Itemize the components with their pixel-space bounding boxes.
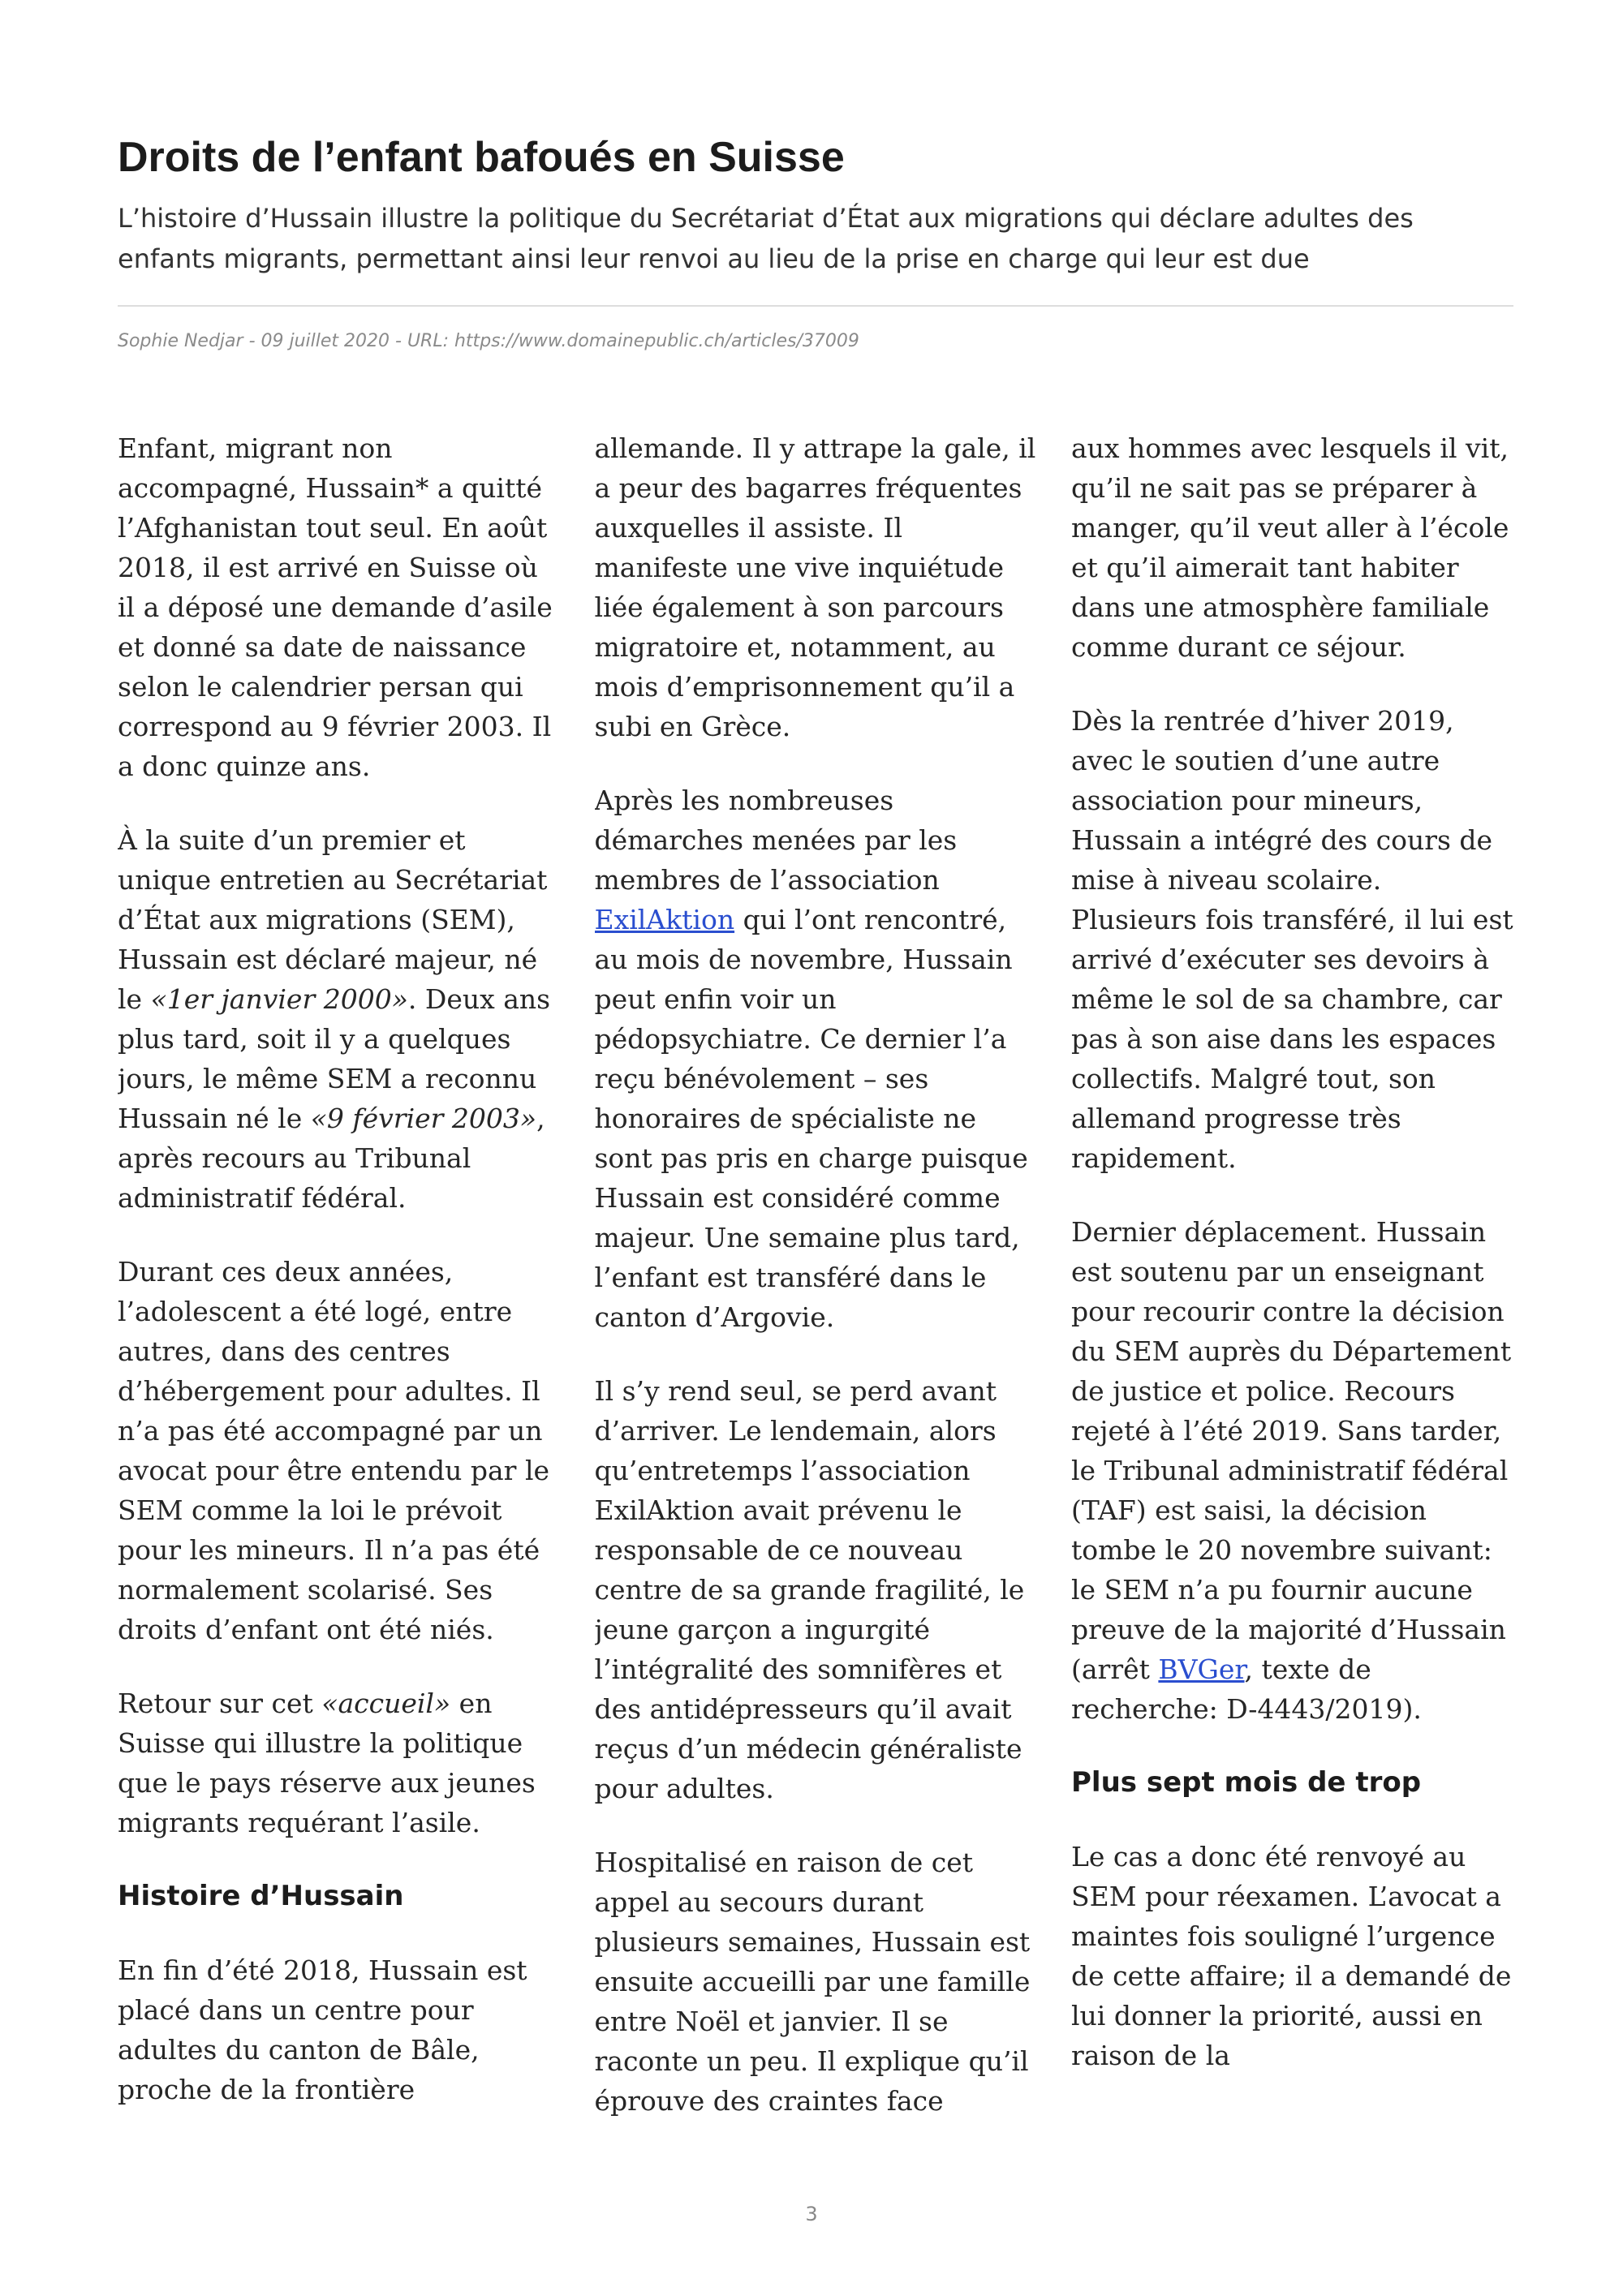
header-divider bbox=[118, 305, 1513, 307]
bvger-link[interactable]: BVGer bbox=[1158, 1653, 1245, 1685]
quoted-date: «9 février 2003» bbox=[310, 1103, 537, 1134]
article-header bbox=[118, 130, 1513, 354]
paragraph: Dès la rentrée d’hiver 2019, avec le soutien d’une autre association pour mineurs, Hussain a intégré des cours de mise à niveau scolaire. Plusieurs fois transféré, il lui est arrivé d’exécuter ses devoirs à même le sol de sa chambre, car pas à son aise dans les espaces collectifs. Malgré tout, son allemand progresse très rapidement. bbox=[1071, 705, 1513, 1174]
paragraph: En fin d’été 2018, Hussain est placé dans un centre pour adultes du canton de Bâle, proche de la frontière bbox=[118, 1954, 527, 2105]
section-heading: Histoire d’Hussain bbox=[118, 1880, 404, 1912]
section-heading: Plus sept mois de trop bbox=[1071, 1766, 1422, 1799]
text-run: . Deux ans plus tard, soit il y a quelques jours, le même SEM a reconnu Hussain né le bbox=[118, 983, 551, 1134]
column-1 bbox=[118, 428, 560, 2165]
page-number: 3 bbox=[805, 2203, 818, 2225]
text-run: , après recours au Tribunal administratif fédéral. bbox=[118, 1103, 545, 1214]
paragraph: Durant ces deux années, l’adolescent a été logé, entre autres, dans des centres d’hébergement pour adultes. Il n’a pas été accompagné par un avocat pour être entendu par le SEM comme la loi le prévoit pour les mineurs. Il n’a pas été normalement scolarisé. Ses droits d’enfant ont été niés. bbox=[118, 1256, 550, 1645]
paragraph: Il s’y rend seul, se perd avant d’arriver. Le lendemain, alors qu’entretemps l’association ExilAktion avait prévenu le responsable de ce nouveau centre de sa grande fragilité, le jeune garçon a ingurgité l’intégralité des somnifères et des antidépresseurs qu’il avait reçus d’un médecin généraliste pour adultes. bbox=[594, 1375, 1025, 1804]
text-run: Dernier déplacement. Hussain est soutenu par un enseignant pour recourir contre la décision du SEM auprès du Département de justice et police. Recours rejeté à l’été 2019. Sans tarder, le Tribunal administratif fédéral (TAF) est saisi, la décision tombe le 20 novembre suivant: le SEM n’a pu fournir aucune preuve de la majorité d’Hussain (arrêt bbox=[1071, 1216, 1512, 1685]
paragraph: Enfant, migrant non accompagné, Hussain* a quitté l’Afghanistan tout seul. En août 2018, il est arrivé en Suisse où il a déposé une demande d’asile et donné sa date de naissance selon le calendrier persan qui correspond au 9 février 2003. Il a donc quinze ans. bbox=[118, 432, 553, 782]
article-body bbox=[118, 428, 1513, 2165]
exilaktion-link[interactable]: ExilAktion bbox=[594, 904, 735, 935]
quoted-date: «1er janvier 2000» bbox=[150, 983, 408, 1015]
article-title: Droits de l’enfant bafoués en Suisse bbox=[118, 134, 845, 181]
text-run: Retour sur cet bbox=[118, 1688, 322, 1719]
column-3 bbox=[1071, 428, 1513, 2165]
paragraph: Hospitalisé en raison de cet appel au secours durant plusieurs semaines, Hussain est ensuite accueilli par une famille entre Noël et janvier. Il se raconte un peu. Il explique qu’il éprouve des craintes face bbox=[594, 1847, 1031, 2117]
quoted-word: «accueil» bbox=[321, 1688, 451, 1719]
text-run: À la suite d’un premier et unique entretien au Secrétariat d’État aux migrations (SEM), Hussain est déclaré majeur, né le bbox=[118, 824, 548, 1015]
paragraph bbox=[595, 780, 1037, 1337]
article-subtitle: L’histoire d’Hussain illustre la politique du Secrétariat d’État aux migrations qui déclare adultes des enfants migrants, permettant ainsi leur renvoi au lieu de la prise en charge qui leur est due bbox=[118, 203, 1414, 274]
paragraph bbox=[118, 1683, 560, 1842]
text-run: qui l’ont rencontré, au mois de novembre, Hussain peut enfin voir un pédopsychiatre. Ce dernier l’a reçu bénévolement – ses honoraires de spécialiste ne sont pas pris en charge puisque Hussain est considéré comme majeur. Une semaine plus tard, l’enfant est transféré dans le canton d’Argovie. bbox=[594, 904, 1028, 1333]
text-run: en Suisse qui illustre la politique que le pays réserve aux jeunes migrants requérant l’asile. bbox=[118, 1688, 536, 1838]
paragraph: allemande. Il y attrape la gale, il a peur des bagarres fréquentes auxquelles il assiste. Il manifeste une vive inquiétude liée également à son parcours migratoire et, notamment, au mois d’emprisonnement qu’il a subi en Grèce. bbox=[594, 432, 1036, 742]
column-2 bbox=[595, 428, 1037, 2165]
paragraph: aux hommes avec lesquels il vit, qu’il ne sait pas se préparer à manger, qu’il veut aller à l’école et qu’il aimerait tant habiter dans une atmosphère familiale comme durant ce séjour. bbox=[1071, 432, 1509, 663]
text-run: Après les nombreuses démarches menées par les membres de l’association bbox=[594, 785, 958, 896]
text-run: , texte de recherche: D-4443/2019). bbox=[1071, 1653, 1422, 1725]
article-meta: Sophie Nedjar - 09 juillet 2020 - URL: https://www.domainepublic.ch/articles/37009 bbox=[118, 331, 859, 351]
paragraph bbox=[118, 820, 560, 1218]
paragraph bbox=[1071, 1212, 1513, 1729]
paragraph: Le cas a donc été renvoyé au SEM pour réexamen. L’avocat a maintes fois souligné l’urgence de cette affaire; il a demandé de lui donner la priorité, aussi en raison de la bbox=[1071, 1841, 1512, 2071]
